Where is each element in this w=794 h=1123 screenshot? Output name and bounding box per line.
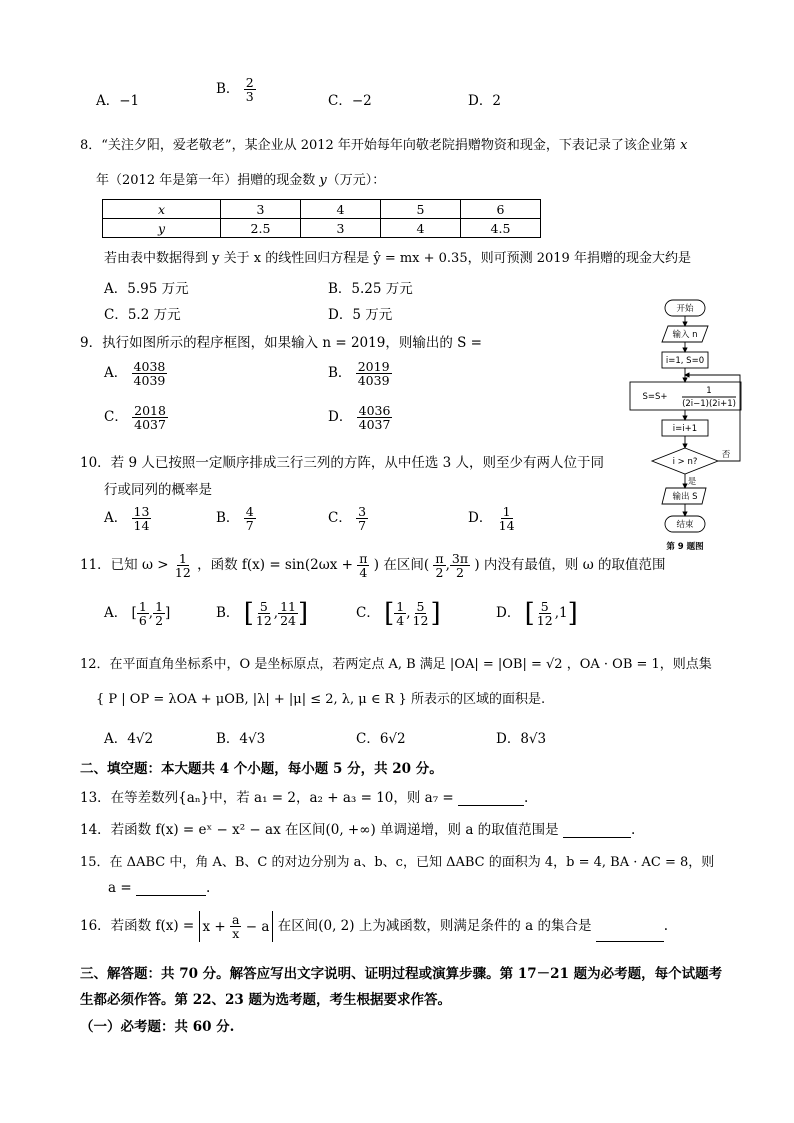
q11-option-a: A． [ $\frac{1}{6}$ , $\frac{1}{2}$ ]	[104, 599, 171, 629]
q8-option-a: A．5.95 万元	[104, 281, 189, 297]
q13-stem: 13．在等差数列{aₙ}中，若 a₁ = 2，a₂ + a₃ = 10，则 a₇ = .	[80, 790, 529, 806]
table-cell: 6	[461, 200, 541, 219]
q11-option-b: B． [ $\frac{5}{12}$ , $\frac{11}{24}$ ]	[216, 598, 309, 629]
table-row	[103, 219, 541, 238]
q9-option-b: B． $\frac{2019}{4039}$	[328, 359, 390, 389]
q7-option-d: D．2	[468, 93, 501, 109]
table-row	[103, 200, 541, 219]
q10-option-b: B． $\frac{4}{7}$	[216, 504, 254, 534]
flow-end-label: 结束	[676, 520, 694, 530]
q8-data-table	[102, 199, 541, 238]
q11-option-d: D． [ $\frac{5}{12}$ ,1]	[496, 598, 578, 629]
answer-blank	[458, 791, 524, 806]
fraction: $\frac{5}{12}$	[536, 599, 553, 629]
table-cell: x	[103, 200, 221, 219]
q9-option-c: C． $\frac{2018}{4037}$	[104, 403, 166, 433]
flow-output-label: 输出 S	[672, 492, 698, 502]
q16-stem: 16．若函数 f(x) = x + $\frac{a}{x}$ − a 在区间(0, 2) 上为减函数，则满足条件的 a 的集合是 .	[80, 912, 669, 942]
fraction: $\frac{2019}{4039}$	[357, 359, 390, 389]
fraction: $\frac{1}{6}$	[138, 599, 147, 629]
q10-option-d: D． $\frac{1}{14}$	[468, 504, 515, 534]
q15-stem-line1: 15．在 ΔABC 中，角 A、B、C 的对边分别为 a、b、c，已知 ΔABC 的面积为 4，b = 4, BA · AC = 8，则	[80, 855, 715, 870]
flow-init-label: i=1, S=0	[665, 356, 705, 366]
fraction: $\frac{3}{7}$	[358, 504, 367, 534]
flow-update-den: (2i−1)(2i+1)	[682, 399, 736, 409]
fraction: $\frac{2018}{4037}$	[134, 403, 166, 433]
q8-option-c: C．5.2 万元	[104, 307, 181, 323]
fraction: $\frac{13}{14}$	[133, 504, 150, 534]
flow-cond-label: i > n?	[672, 457, 698, 467]
flow-caption: 第 9 题图	[666, 542, 704, 552]
table-cell: 5	[381, 200, 461, 219]
q12-option-b: B．4√3	[216, 731, 266, 747]
table-cell: y	[103, 219, 221, 238]
q8-option-d: D．5 万元	[328, 307, 393, 323]
section2-heading: 二、填空题：本大题共 4 个小题，每小题 5 分，共 20 分。	[80, 761, 443, 777]
table-cell: 4	[381, 219, 461, 238]
q12-option-d: D．8√3	[496, 731, 547, 747]
fraction: $\frac{4036}{4037}$	[358, 403, 391, 433]
fraction: $\frac{5}{12}$	[255, 599, 272, 629]
table-cell: 4.5	[461, 219, 541, 238]
flowchart-diagram	[620, 296, 750, 558]
section3-subheading: （一）必考题：共 60 分.	[80, 1019, 235, 1035]
table-cell: 3	[221, 200, 301, 219]
fraction: $\frac{3\pi}{2}$	[451, 551, 469, 581]
fraction: $\frac{1}{12}$	[174, 551, 191, 581]
fraction: $\frac{4}{7}$	[245, 504, 254, 534]
fraction: $\frac{1}{4}$	[396, 599, 405, 629]
fraction: $\frac{\pi}{2}$	[435, 551, 444, 581]
answer-blank	[136, 881, 206, 896]
q12-option-a: A．4√2	[104, 731, 154, 747]
q15-stem-line2: a = .	[108, 880, 211, 896]
section3-heading-line1: 三、解答题：共 70 分。解答应写出文字说明、证明过程或演算步骤。第 17－21 题为必考题，每个试题考	[80, 966, 723, 982]
q10-stem-line2: 行或同列的概率是	[104, 482, 212, 498]
q9-stem: 9．执行如图所示的程序框图，如果输入 n = 2019，则输出的 S =	[80, 335, 482, 351]
fraction: $\frac{4038}{4039}$	[133, 359, 166, 389]
q8-stem-line1: 8．“关注夕阳，爱老敬老”，某企业从 2012 年开始每年向敬老院捐赠物资和现金，下表记录了该企业第 x	[80, 138, 688, 153]
flow-input-label: 输入 n	[672, 330, 698, 340]
q8-stem-line3: 若由表中数据得到 y 关于 x 的线性回归方程是 ŷ = mx + 0.35，则可预测 2019 年捐赠的现金大约是	[104, 251, 691, 266]
q12-option-c: C．6√2	[356, 731, 406, 747]
answer-blank	[596, 927, 664, 942]
fraction: $\frac{2}{3}$	[245, 75, 254, 105]
flow-yes-label: 是	[687, 477, 697, 487]
q8-option-b: B．5.25 万元	[328, 281, 413, 297]
q7-option-c: C．−2	[328, 93, 372, 109]
q12-stem-line2: { P | OP = λOA + μOB, |λ| + |μ| ≤ 2, λ, μ ∈ R } 所表示的区域的面积是.	[96, 692, 546, 707]
fraction: $\frac{\pi}{4}$	[359, 551, 368, 581]
table-cell: 2.5	[221, 219, 301, 238]
q8-stem-line2: 年（2012 年是第一年）捐赠的现金数 y（万元）：	[96, 173, 386, 188]
q10-option-a: A． $\frac{13}{14}$	[104, 504, 150, 534]
flow-update-prefix: S=S+	[642, 392, 668, 402]
flow-start-label: 开始	[676, 304, 694, 314]
q10-stem-line1: 10．若 9 人已按照一定顺序排成三行三列的方阵，从中任选 3 人，则至少有两人位于同	[80, 455, 605, 471]
fraction: $\frac{5}{12}$	[412, 599, 429, 629]
fraction: $\frac{a}{x}$	[232, 912, 240, 942]
fraction: $\frac{11}{24}$	[280, 599, 296, 629]
flow-update-num: 1	[706, 386, 712, 396]
fraction: $\frac{1}{2}$	[155, 599, 164, 629]
flow-incr-label: i=i+1	[672, 424, 698, 434]
answer-blank	[563, 823, 631, 838]
q11-stem: 11．已知 ω > $\frac{1}{12}$ ，函数 f(x) = sin(2ωx + $\frac{\pi}{4}$ ) 在区间( $\frac{\pi}{2}$ , $\frac{3\pi}{2}$ ) 内没有最值，则 ω 的取值范围	[80, 551, 666, 581]
q12-stem-line1: 12．在平面直角坐标系中，O 是坐标原点，若两定点 A, B 满足 |OA| = |OB| = √2 ，OA · OB = 1，则点集	[80, 657, 712, 672]
q11-option-c: C． [ $\frac{1}{4}$ , $\frac{5}{12}$ ]	[356, 598, 441, 629]
q9-option-a: A． $\frac{4038}{4039}$	[104, 359, 166, 389]
q9-option-d: D． $\frac{4036}{4037}$	[328, 403, 391, 433]
fraction: $\frac{1}{14}$	[498, 504, 515, 534]
q14-stem: 14．若函数 f(x) = eˣ − x² − ax 在区间(0, +∞) 单调递增，则 a 的取值范围是 .	[80, 822, 636, 838]
q7-option-a: A．−1	[96, 93, 140, 109]
section3-heading-line2: 生都必须作答。第 22、23 题为选考题，考生根据要求作答。	[80, 992, 451, 1008]
flow-no-label: 否	[721, 450, 731, 460]
table-cell: 4	[301, 200, 381, 219]
q10-option-c: C． $\frac{3}{7}$	[328, 504, 367, 534]
q7-option-b: B． $\frac{2}{3}$	[216, 75, 254, 105]
table-cell: 3	[301, 219, 381, 238]
